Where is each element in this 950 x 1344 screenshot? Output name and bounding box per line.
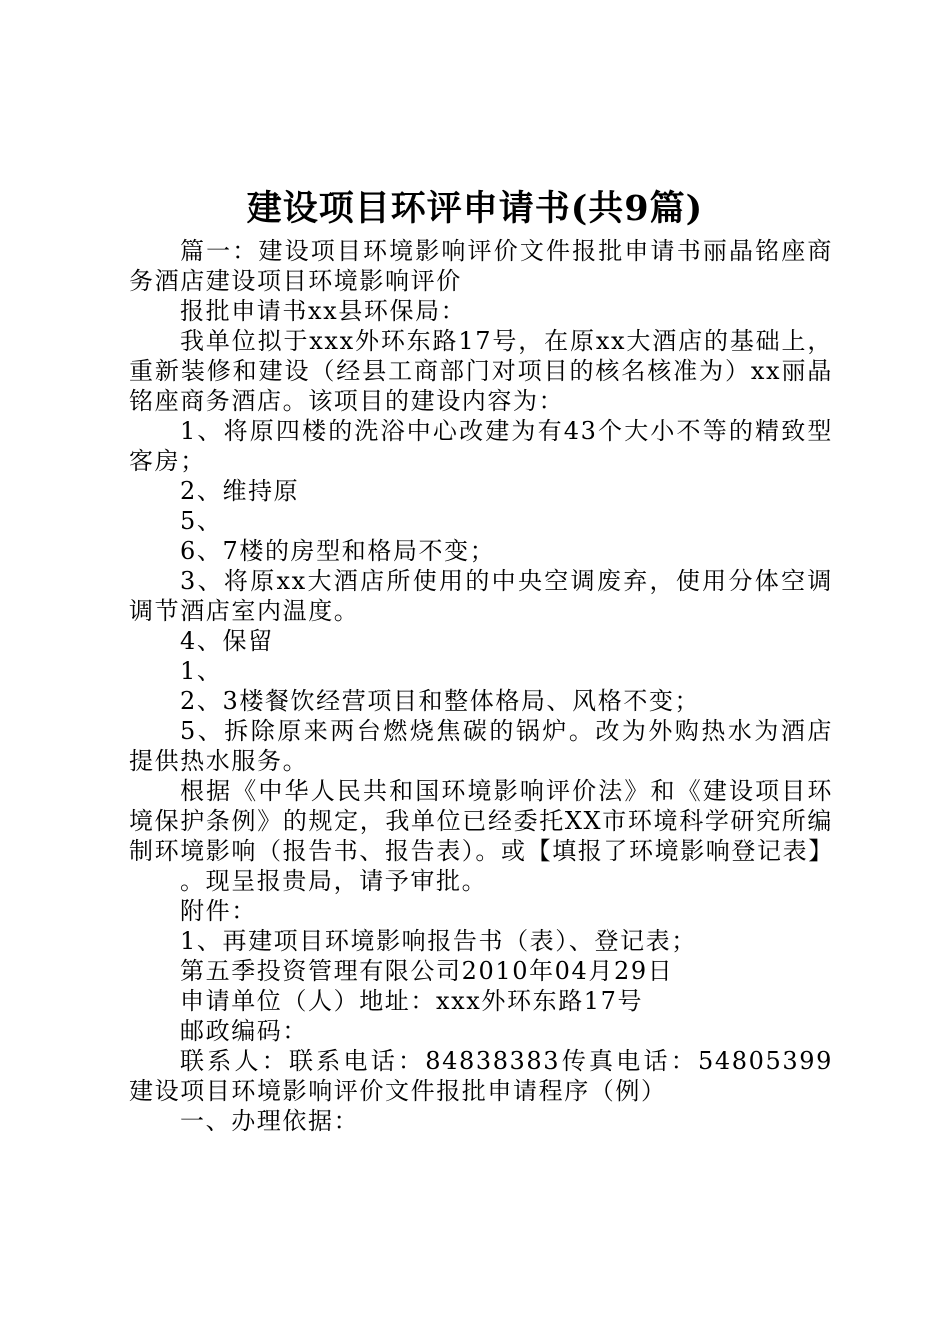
paragraph: 5、 — [180, 507, 223, 535]
paragraph: 申请单位（人）地址：xxx外环东路17号 — [180, 987, 644, 1015]
paragraph: 第五季投资管理有限公司2010年04月29日 — [180, 957, 674, 985]
paragraph: 我单位拟于xxx外环东路17号，在原xx大酒店的基础上，重新装修和建设（经县工商部门对项目的核名核准为）xx丽晶铭座商务酒店。该项目的建设内容为： — [129, 327, 833, 415]
paragraph: 1、 — [180, 657, 223, 685]
document-body — [129, 236, 833, 1136]
document-title: 建设项目环评申请书(共9篇) — [246, 188, 704, 229]
paragraph: 6、7楼的房型和格局不变； — [180, 537, 496, 565]
paragraph: 1、将原四楼的洗浴中心改建为有43个大小不等的精致型客房； — [129, 417, 833, 475]
paragraph: 3、将原xx大酒店所使用的中央空调废弃，使用分体空调调节酒店室内温度。 — [129, 567, 833, 625]
paragraph: 根据《中华人民共和国环境影响评价法》和《建设项目环境保护条例》的规定，我单位已经委托XX市环境科学研究所编制环境影响（报告书、报告表）。或【填报了环境影响登记表】 — [129, 777, 834, 865]
paragraph: 报批申请书xx县环保局： — [180, 297, 467, 325]
paragraph: 联系人：联系电话：84838383传真电话：54805399建设项目环境影响评价文件报批申请程序（例） — [129, 1047, 833, 1105]
paragraph: 篇一：建设项目环境影响评价文件报批申请书丽晶铭座商务酒店建设项目环境影响评价 — [129, 237, 833, 295]
paragraph: 附件： — [180, 897, 257, 925]
paragraph: 邮政编码： — [180, 1017, 308, 1045]
paragraph: 。现呈报贵局，请予审批。 — [180, 867, 488, 895]
paragraph: 一、办理依据： — [180, 1107, 360, 1135]
paragraph: 2、3楼餐饮经营项目和整体格局、风格不变； — [180, 687, 701, 715]
paragraph: 4、保留 — [180, 627, 274, 655]
paragraph: 2、维持原 — [180, 477, 300, 505]
paragraph: 5、拆除原来两台燃烧焦碳的锅炉。改为外购热水为酒店提供热水服务。 — [129, 717, 833, 775]
paragraph: 1、再建项目环境影响报告书（表）、登记表； — [180, 927, 697, 955]
